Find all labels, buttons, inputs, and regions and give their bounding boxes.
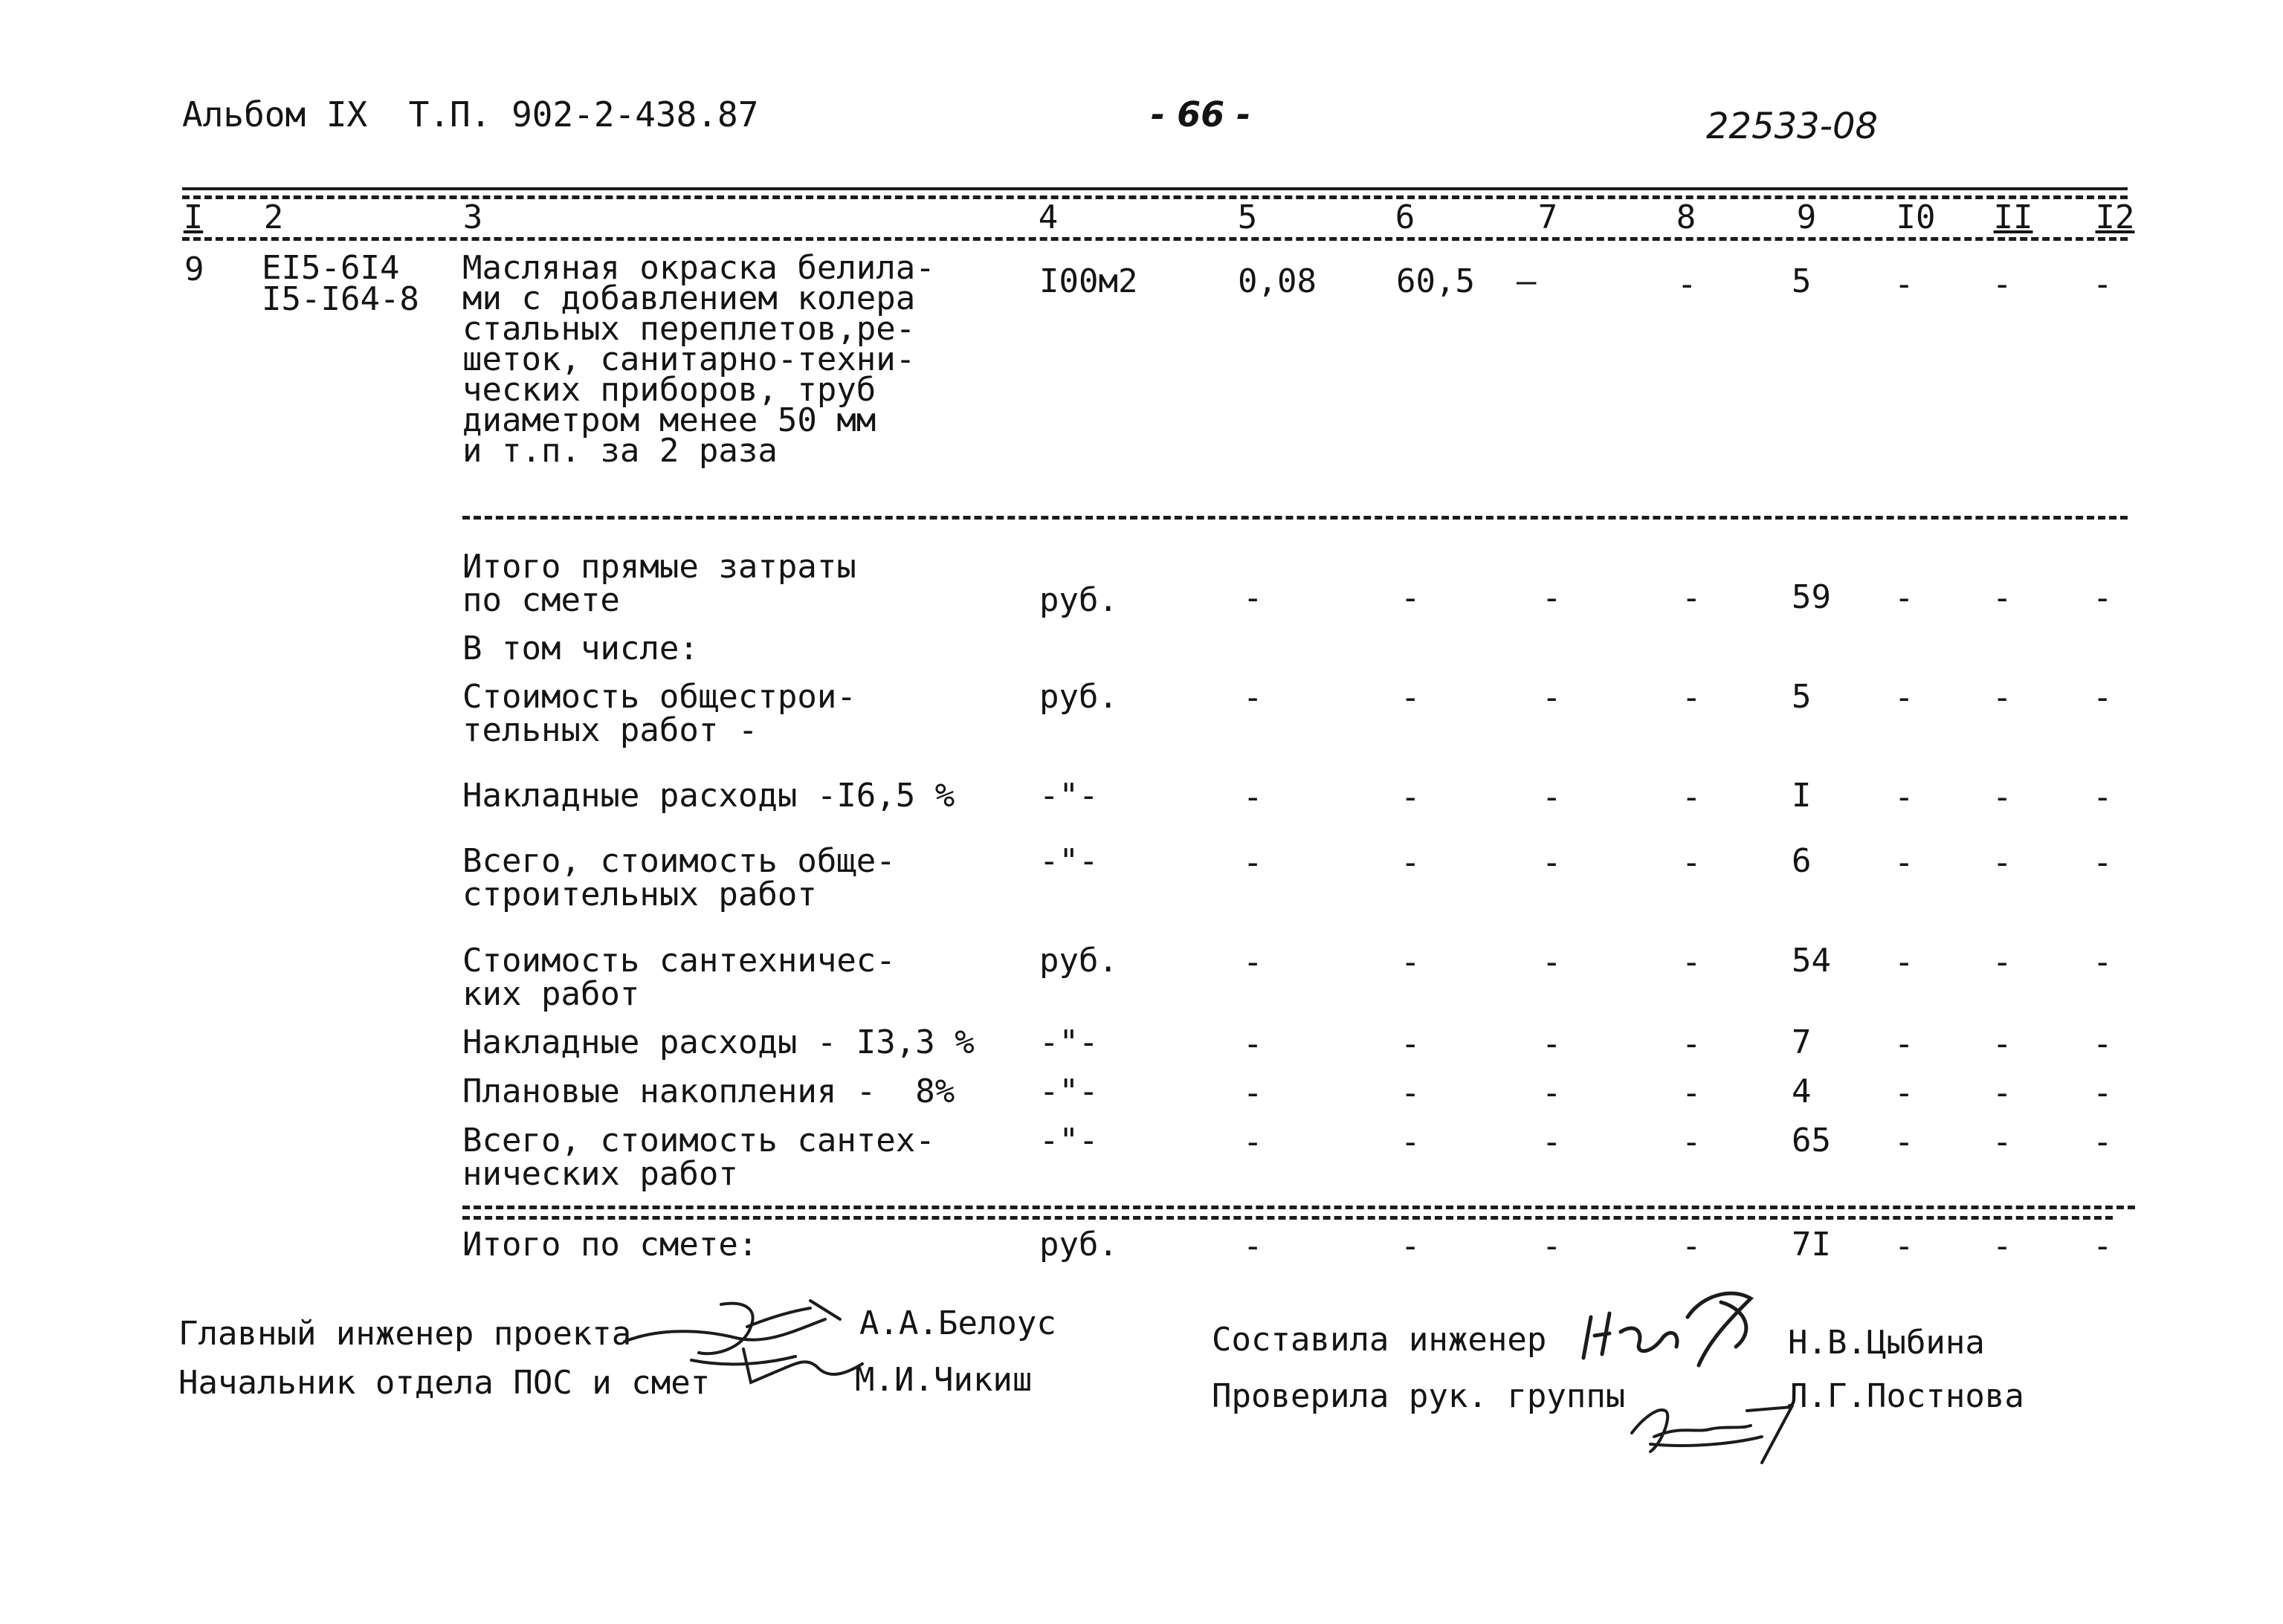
dash-cell: -	[1894, 1025, 1914, 1063]
compiled-by-name: Н.В.Цыбина	[1788, 1324, 1985, 1362]
summary-label: Стоимость общестрои- тельных работ -	[462, 678, 856, 749]
item-col9: 5	[1792, 262, 1812, 300]
dash-cell: -	[1894, 1074, 1914, 1112]
dash-cell: -	[1894, 844, 1914, 881]
dash-cell: -	[1542, 1123, 1562, 1161]
column-header: 6	[1395, 198, 1415, 236]
summary-value: 7I	[1792, 1226, 1831, 1264]
summary-label: Плановые накопления - 8%	[462, 1073, 955, 1110]
dash-cell: -	[1894, 679, 1914, 716]
dash-cell: -	[2093, 778, 2113, 816]
dash-cell: -	[1542, 1227, 1562, 1265]
page-number: - 66 -	[1151, 94, 1251, 135]
head-of-department-name: М.И.Чикиш	[855, 1361, 1033, 1399]
dash-cell: -	[1542, 1025, 1562, 1063]
dash-cell: -	[1542, 679, 1562, 716]
item-col12: -	[2093, 265, 2113, 303]
dash-cell: -	[1682, 1025, 1702, 1063]
summary-unit: -"-	[1039, 1023, 1099, 1061]
item-col11: -	[1992, 265, 2012, 303]
summary-value: 7	[1792, 1023, 1812, 1061]
summary-value: 4	[1792, 1073, 1812, 1110]
column-header: 9	[1796, 198, 1817, 236]
dash-cell: -	[2093, 1025, 2113, 1063]
section-separator	[462, 516, 2128, 520]
item-unit: I00м2	[1039, 262, 1138, 300]
dash-cell: -	[1992, 679, 2012, 716]
column-header-rule	[182, 237, 2128, 241]
dash-cell: -	[1682, 1227, 1702, 1265]
summary-label: Всего, стоимость сантех- нических работ	[462, 1122, 935, 1193]
summary-value: 54	[1792, 942, 1831, 980]
dash-cell: -	[1243, 579, 1263, 617]
dash-cell: -	[1401, 679, 1421, 716]
summary-value: I	[1792, 777, 1812, 815]
column-header: 2	[263, 198, 284, 236]
dash-cell: -	[1243, 679, 1263, 716]
item-col10: -	[1894, 265, 1914, 303]
dash-cell: -	[1401, 844, 1421, 881]
total-separator-2	[462, 1216, 2113, 1220]
summary-unit: руб.	[1039, 1226, 1118, 1264]
signature-chikish-mark	[736, 1338, 870, 1405]
dash-cell: -	[1401, 579, 1421, 617]
dash-cell: -	[1992, 943, 2012, 981]
summary-label: Итого по смете:	[462, 1226, 758, 1264]
summary-unit: -"-	[1039, 842, 1099, 880]
dash-cell: -	[1992, 579, 2012, 617]
dash-cell: -	[2093, 943, 2113, 981]
dash-cell: -	[2093, 1123, 2113, 1161]
chief-engineer-role: Главный инженер проекта	[178, 1315, 632, 1353]
dash-cell: -	[1992, 1074, 2012, 1112]
dash-cell: -	[1682, 778, 1702, 816]
dash-cell: -	[1401, 1025, 1421, 1063]
dash-cell: -	[1682, 1123, 1702, 1161]
dash-cell: -	[1401, 1074, 1421, 1112]
dash-cell: -	[1682, 679, 1702, 716]
dash-cell: -	[1243, 778, 1263, 816]
summary-unit: руб.	[1039, 678, 1118, 716]
dash-cell: -	[1992, 1025, 2012, 1063]
dash-cell: -	[1894, 1227, 1914, 1265]
dash-cell: -	[1992, 1123, 2012, 1161]
item-col6: 60,5	[1396, 262, 1475, 300]
table-top-rule	[182, 187, 2128, 190]
column-header: II	[1993, 198, 2033, 236]
dash-cell: -	[1992, 1227, 2012, 1265]
dash-cell: -	[1542, 778, 1562, 816]
dash-cell: -	[1243, 1074, 1263, 1112]
dash-cell: -	[1243, 943, 1263, 981]
dash-cell: -	[1243, 844, 1263, 881]
summary-unit: руб.	[1039, 942, 1118, 980]
item-col8: -	[1677, 265, 1697, 303]
dash-cell: -	[1542, 943, 1562, 981]
column-header: 4	[1038, 198, 1059, 236]
summary-unit: -"-	[1039, 1073, 1099, 1110]
checked-by-name: Л.Г.Постнова	[1788, 1377, 2024, 1415]
dash-cell: -	[1992, 778, 2012, 816]
summary-unit: -"-	[1039, 777, 1099, 815]
summary-value: 5	[1792, 678, 1812, 716]
dash-cell: -	[1542, 1074, 1562, 1112]
item-description: Масляная окраска белила- ми с добавлением колера стальных переплетов,ре- шеток, санитарно-техни- ческих приборов, труб диаметром менее 50 мм и т.п. за 2 раза	[462, 249, 935, 470]
dash-cell: -	[1682, 943, 1702, 981]
column-header: I2	[2095, 198, 2135, 236]
dash-cell: -	[1894, 579, 1914, 617]
item-col7: —	[1517, 262, 1537, 300]
dash-cell: -	[1542, 844, 1562, 881]
dash-cell: -	[1894, 943, 1914, 981]
summary-label: Стоимость сантехничес- ких работ	[462, 942, 896, 1013]
summary-label: Накладные расходы - I3,3 %	[462, 1023, 975, 1061]
compiled-by-role: Составила инженер	[1212, 1321, 1547, 1359]
item-codes: EI5-6I4 I5-I64-8	[262, 249, 419, 318]
dash-cell: -	[1682, 579, 1702, 617]
summary-unit: -"-	[1039, 1122, 1099, 1159]
dash-cell: -	[1682, 1074, 1702, 1112]
summary-label: Итого прямые затраты по смете	[462, 548, 856, 619]
column-header: 7	[1537, 198, 1558, 236]
column-header: I	[183, 198, 204, 236]
dash-cell: -	[2093, 844, 2113, 881]
dash-cell: -	[1401, 943, 1421, 981]
summary-label: Всего, стоимость обще- строительных работ	[462, 842, 896, 913]
column-header: I0	[1896, 198, 1936, 236]
summary-including-label: В том числе:	[462, 630, 699, 667]
item-number: 9	[184, 250, 204, 288]
dash-cell: -	[1682, 844, 1702, 881]
dash-cell: -	[2093, 1074, 2113, 1112]
document-code: 22533-08	[1706, 106, 1879, 147]
dash-cell: -	[1992, 844, 2012, 881]
column-header: 8	[1676, 198, 1696, 236]
summary-value: 65	[1792, 1122, 1831, 1159]
signature-postnova-mark	[1621, 1374, 1814, 1470]
summary-value: 6	[1792, 842, 1812, 880]
dash-cell: -	[1243, 1227, 1263, 1265]
head-of-department-role: Начальник отдела ПОС и смет	[178, 1364, 711, 1402]
summary-label: Накладные расходы -I6,5 %	[462, 777, 955, 815]
dash-cell: -	[1243, 1123, 1263, 1161]
summary-unit: руб.	[1039, 581, 1118, 619]
chief-engineer-name: А.А.Белоус	[859, 1304, 1056, 1342]
album-title: Альбом IX Т.П. 902-2-438.87	[182, 94, 759, 135]
dash-cell: -	[2093, 679, 2113, 716]
dash-cell: -	[1243, 1025, 1263, 1063]
dash-cell: -	[2093, 1227, 2113, 1265]
dash-cell: -	[1401, 1123, 1421, 1161]
item-col5: 0,08	[1238, 262, 1317, 300]
dash-cell: -	[1542, 579, 1562, 617]
dash-cell: -	[1894, 778, 1914, 816]
dash-cell: -	[2093, 579, 2113, 617]
column-header: 3	[462, 198, 483, 236]
dash-cell: -	[1401, 778, 1421, 816]
column-header: 5	[1237, 198, 1258, 236]
checked-by-role: Проверила рук. группы	[1212, 1377, 1626, 1415]
dash-cell: -	[1401, 1227, 1421, 1265]
total-separator	[462, 1206, 2135, 1209]
signature-tsybina-mark	[1576, 1272, 1769, 1376]
dash-cell: -	[1894, 1123, 1914, 1161]
summary-value: 59	[1792, 578, 1831, 616]
